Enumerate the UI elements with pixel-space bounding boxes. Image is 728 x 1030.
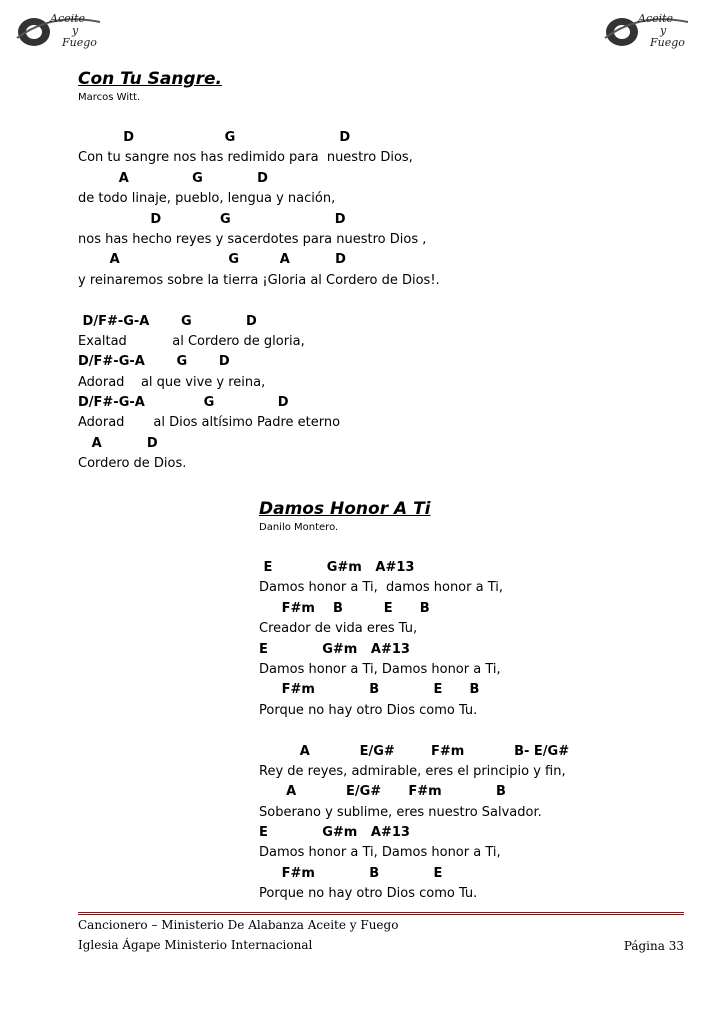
footer-iglesia: Iglesia Ágape Ministerio Internacional: [78, 938, 313, 952]
chord-line: E G#m A#13: [259, 560, 415, 575]
chord-line: D/F#-G-A G D: [78, 354, 230, 370]
song-title: Damos Honor A Ti: [259, 499, 431, 519]
logo-left: [12, 8, 104, 52]
footer-cancionero: Cancionero – Ministerio De Alabanza Aceite y Fuego: [78, 918, 399, 932]
logo-right: [600, 8, 692, 52]
chord-line: D G D: [78, 211, 346, 227]
blank-line: [78, 291, 440, 311]
chord-line: E G#m A#13: [259, 825, 410, 841]
lyric-line: Con tu sangre nos has redimido para nuestro Dios,: [78, 150, 413, 166]
chord-line: A G D: [78, 170, 268, 186]
chord-line: A D: [78, 435, 158, 451]
song-author: Marcos Witt.: [78, 92, 141, 103]
lyric-line: Porque no hay otro Dios como Tu.: [259, 702, 478, 718]
lyric-line: Creador de vida eres Tu,: [259, 621, 418, 637]
page-number: Página 33: [623, 939, 684, 953]
lyric-line: Cordero de Dios.: [78, 456, 187, 472]
chord-line: E G#m A#13: [259, 641, 410, 657]
song-con-tu-sangre: [78, 68, 440, 475]
song-damos-honor-a-ti: [259, 498, 569, 905]
chord-line: F#m B E B: [259, 600, 430, 616]
logo-left-text-1: Aceite: [50, 12, 86, 25]
logo-right-text-2: y: [660, 24, 667, 37]
logo-right-text-3: Fuego: [650, 36, 685, 49]
chord-line: D/F#-G-A G D: [78, 313, 257, 329]
song-lines: [78, 128, 440, 475]
chord-line: A E/G# F#m B: [259, 784, 506, 800]
lyric-line: Exaltad al Cordero de gloria,: [78, 333, 305, 349]
lyric-line: nos has hecho reyes y sacerdotes para nuestro Dios ,: [78, 231, 427, 247]
lyric-line: Rey de reyes, admirable, eres el principio y fin,: [259, 763, 566, 779]
song-title: Con Tu Sangre.: [78, 69, 222, 89]
logo-left-text-2: y: [72, 24, 79, 37]
logo-left-text-3: Fuego: [62, 36, 97, 49]
song-lines: [259, 558, 569, 905]
logo-right-text-1: Aceite: [638, 12, 674, 25]
chord-line: D G D: [78, 130, 351, 145]
lyric-line: Porque no hay otro Dios como Tu.: [259, 886, 478, 902]
lyric-line: Damos honor a Ti, Damos honor a Ti,: [259, 661, 501, 677]
chord-line: F#m B E: [259, 865, 443, 881]
lyric-line: de todo linaje, pueblo, lengua y nación,: [78, 191, 336, 207]
lyric-line: Adorad al que vive y reina,: [78, 374, 266, 390]
lyric-line: Soberano y sublime, eres nuestro Salvador.: [259, 804, 542, 820]
lyric-line: Damos honor a Ti, damos honor a Ti,: [259, 580, 503, 596]
song-author: Danilo Montero.: [259, 522, 339, 533]
chord-line: D/F#-G-A G D: [78, 395, 289, 411]
chord-line: A E/G# F#m B- E/G#: [259, 743, 570, 759]
blank-line: [259, 721, 569, 741]
lyric-line: Adorad al Dios altísimo Padre eterno: [78, 415, 341, 431]
chord-line: A G A D: [78, 252, 346, 268]
page-footer: [78, 912, 684, 955]
lyric-line: Damos honor a Ti, Damos honor a Ti,: [259, 845, 501, 861]
chord-line: F#m B E B: [259, 682, 480, 698]
lyric-line: y reinaremos sobre la tierra ¡Gloria al Cordero de Dios!.: [78, 272, 440, 288]
